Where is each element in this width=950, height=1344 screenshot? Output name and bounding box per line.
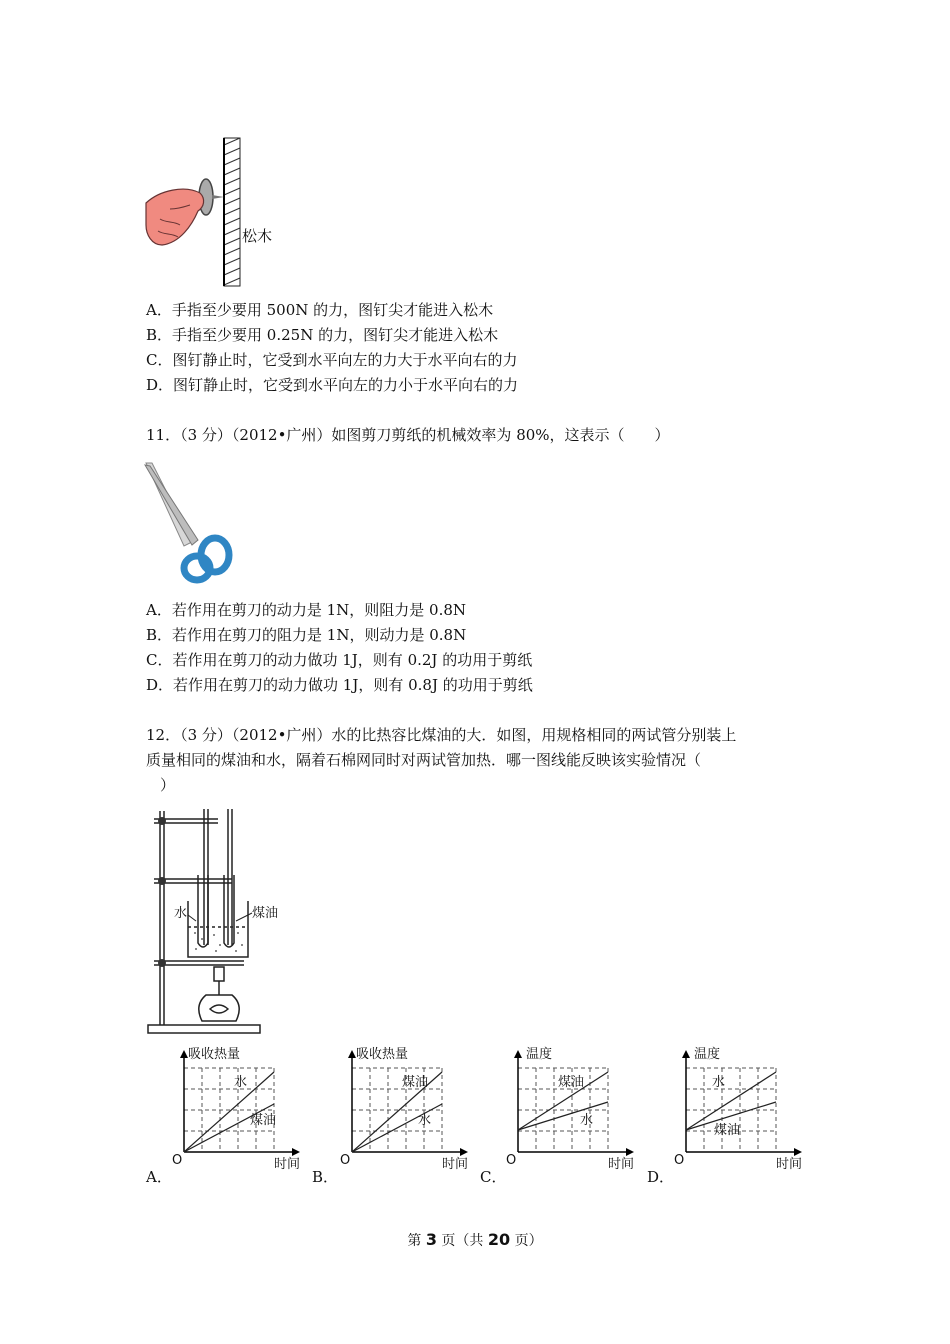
chart-d-upper-label: 水 <box>712 1075 726 1090</box>
page-footer <box>0 1230 950 1250</box>
q10-option-a: A．手指至少要用 500N 的力，图钉尖才能进入松木 <box>146 301 494 319</box>
apparatus-kerosene-label: 煤油 <box>252 906 279 921</box>
chart-d-xlabel: 时间 <box>776 1157 803 1172</box>
footer-prefix: 第 <box>407 1233 426 1249</box>
footer-suffix: 页） <box>510 1233 543 1249</box>
option-chart-c <box>502 1042 647 1177</box>
chart-c-xlabel: 时间 <box>608 1157 635 1172</box>
chart-b-upper-label: 煤油 <box>402 1075 429 1090</box>
chart-b-lower-label: 水 <box>418 1113 432 1128</box>
q12-stem-line2: 质量相同的煤油和水，隔着石棉网同时对两试管加热．哪一图线能反映该实验情况（ <box>146 751 702 769</box>
q11-option-d: D．若作用在剪刀的动力做功 1J，则有 0.8J 的功用于剪纸 <box>146 676 533 694</box>
chart-d-lower-label: 煤油 <box>714 1123 741 1138</box>
q11-option-a: A．若作用在剪刀的动力是 1N，则阻力是 0.8N <box>146 601 467 619</box>
option-chart-a <box>168 1042 313 1177</box>
chart-c-ylabel: 温度 <box>526 1047 553 1062</box>
q12-stem-line3: ） <box>160 776 176 794</box>
chart-d-ylabel: 温度 <box>694 1047 721 1062</box>
chart-b-ylabel: 吸收热量 <box>356 1047 409 1062</box>
thumbtack-figure <box>140 135 280 290</box>
upper-series-line <box>184 1072 277 1152</box>
chart-a-origin: O <box>172 1153 183 1168</box>
heating-apparatus-figure <box>140 805 290 1037</box>
chart-b-origin: O <box>340 1153 351 1168</box>
q10-option-d: D．图钉静止时，它受到水平向左的力小于水平向右的力 <box>146 376 519 394</box>
chart-d-origin: O <box>674 1153 685 1168</box>
chart-c-origin: O <box>506 1153 517 1168</box>
chart-a-upper-label: 水 <box>234 1075 248 1090</box>
chart-c-letter: C． <box>480 1168 507 1186</box>
chart-b-letter: B． <box>312 1168 339 1186</box>
q11-stem: 11．（3 分）（2012•广州）如图剪刀剪纸的机械效率为 80%，这表示（ ） <box>146 426 670 444</box>
chart-b-xlabel: 时间 <box>442 1157 469 1172</box>
chart-a-letter: A． <box>146 1168 172 1186</box>
chart-a-lower-label: 煤油 <box>250 1113 277 1128</box>
option-chart-b <box>336 1042 481 1177</box>
lower-series-line <box>518 1102 608 1130</box>
scissors-figure <box>142 460 237 585</box>
chart-d-letter: D． <box>647 1168 675 1186</box>
upper-series-line <box>352 1072 442 1152</box>
chart-c-lower-label: 水 <box>580 1113 594 1128</box>
apparatus-water-label: 水 <box>174 906 188 921</box>
chart-a-xlabel: 时间 <box>274 1157 301 1172</box>
q10-option-c: C．图钉静止时，它受到水平向左的力大于水平向右的力 <box>146 351 518 369</box>
chart-a-ylabel: 吸收热量 <box>188 1047 241 1062</box>
q12-stem-line1: 12．（3 分）（2012•广州）水的比热容比煤油的大．如图，用规格相同的两试管分别装上 <box>146 726 737 744</box>
q11-option-c: C．若作用在剪刀的动力做功 1J，则有 0.2J 的功用于剪纸 <box>146 651 533 669</box>
footer-page-number: 3 <box>425 1230 437 1249</box>
pine-wood-label: 松木 <box>242 227 273 245</box>
upper-series-line <box>686 1072 776 1130</box>
footer-middle: 页（共 <box>436 1233 488 1249</box>
chart-c-upper-label: 煤油 <box>558 1075 585 1090</box>
q10-option-b: B．手指至少要用 0.25N 的力，图钉尖才能进入松木 <box>146 326 499 344</box>
q11-option-b: B．若作用在剪刀的阻力是 1N，则动力是 0.8N <box>146 626 467 644</box>
option-chart-d <box>670 1042 815 1177</box>
footer-total-pages: 20 <box>487 1230 511 1249</box>
